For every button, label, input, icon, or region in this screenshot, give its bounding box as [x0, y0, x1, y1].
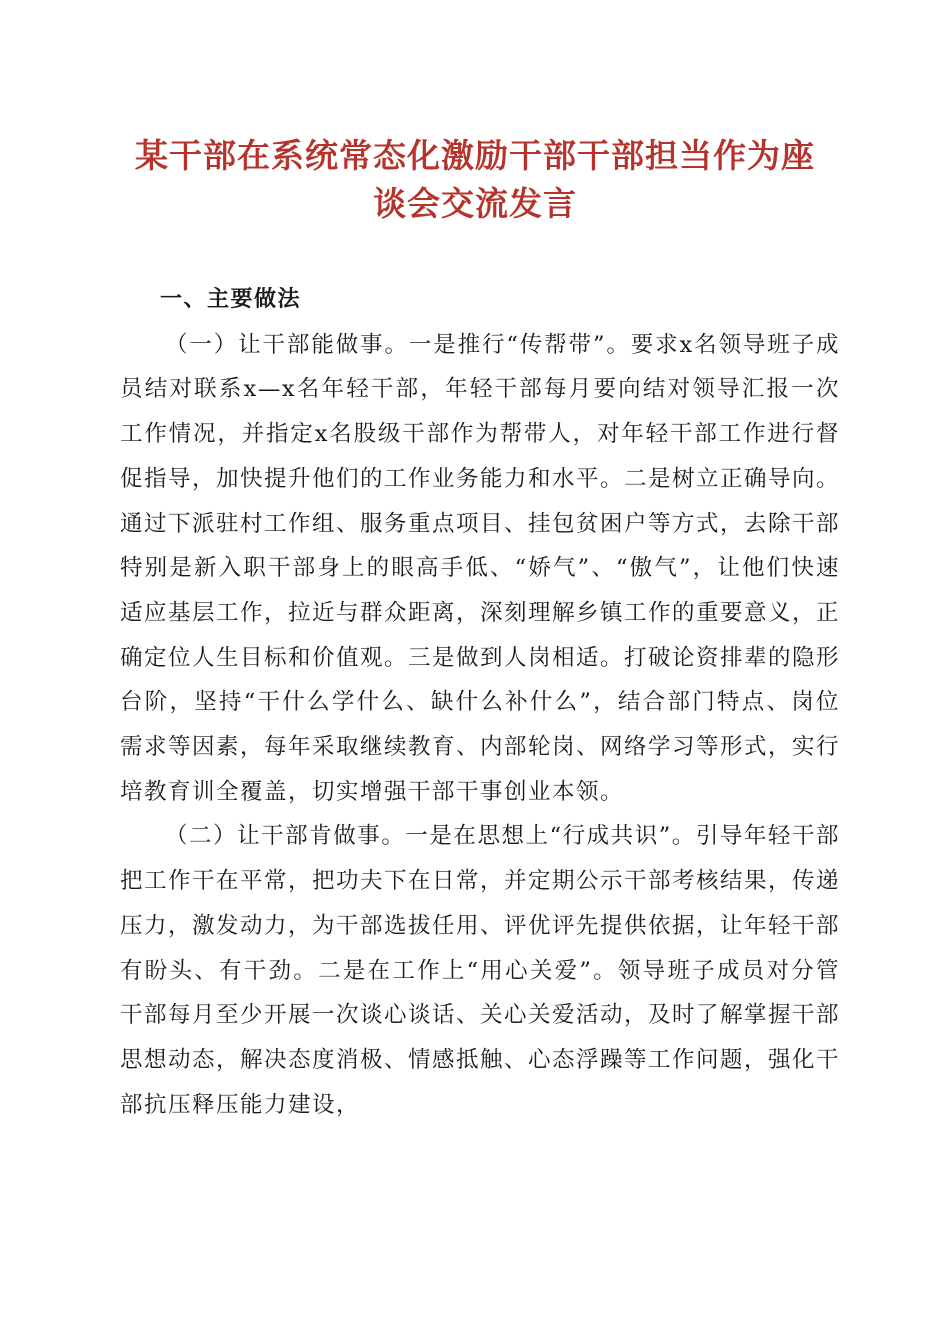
document-body	[120, 278, 840, 1127]
section-heading: 一、主要做法	[160, 287, 302, 312]
paragraph-1: （一）让干部能做事。一是推行“传帮带”。要求x名领导班子成员结对联系x—x名年轻干部，年轻干部每月要向结对领导汇报一次工作情况，并指定x名股级干部作为帮带人，对年轻干部工作进行督促指导，加快提升他们的工作业务能力和水平。二是树立正确导向。通过下派驻村工作组、服务重点项目、挂包贫困户等方式，去除干部特别是新入职干部身上的眼高手低、“娇气”、“傲气”，让他们快速适应基层工作，拉近与群众距离，深刻理解乡镇工作的重要意义，正确定位人生目标和价值观。三是做到人岗相适。打破论资排辈的隐形台阶，坚持“干什么学什么、缺什么补什么”，结合部门特点、岗位需求等因素，每年采取继续教育、内部轮岗、网络学习等形式，实行培教育训全覆盖，切实增强干部干事创业本领。	[120, 331, 841, 805]
title-line-1: 某干部在系统常态化激励干部干部担当作为座	[135, 136, 815, 175]
paragraph-2: （二）让干部肯做事。一是在思想上“行成共识”。引导年轻干部把工作干在平常，把功夫下在日常，并定期公示干部考核结果，传递压力，激发动力，为干部选拔任用、评优评先提供依据，让年轻干部有盼头、有干劲。二是在工作上“用心关爱”。领导班子成员对分管干部每月至少开展一次谈心谈话、关心关爱活动，及时了解掌握干部思想动态，解决态度消极、情感抵触、心态浮躁等工作问题，强化干部抗压释压能力建设，	[120, 823, 841, 1118]
title-line-2: 谈会交流发言	[373, 184, 577, 223]
document-title	[110, 132, 840, 228]
